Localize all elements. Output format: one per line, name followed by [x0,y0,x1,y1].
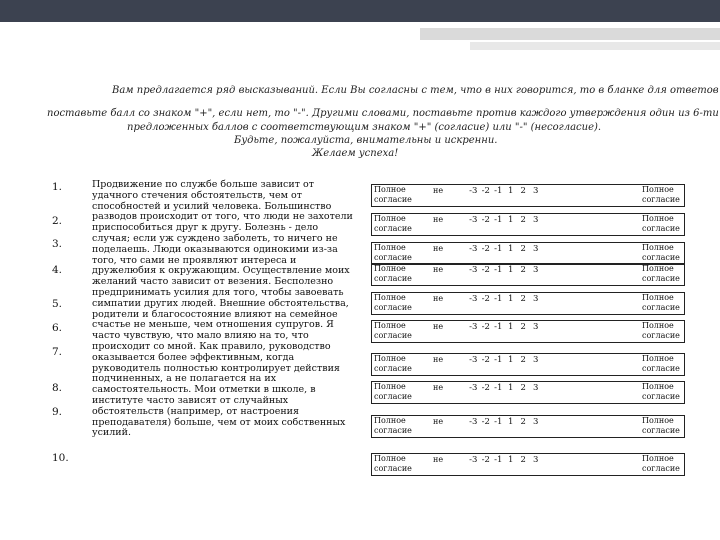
scale-values: -3 -2 -1 1 2 3 [469,455,539,465]
answer-scale-row[interactable] [371,320,683,342]
instructions-line-1: Вам предлагается ряд высказываний. Если Вы согласны с тем, что в них говорится, то в бланке для ответов [112,85,719,96]
answer-scale-row[interactable] [371,453,683,475]
item-number: 5. [52,298,63,310]
scale-right-label: Полное согласие [642,354,680,373]
answer-scale-row[interactable] [371,415,683,437]
scale-left-label: Полное согласие [374,293,412,312]
scale-right-label: Полное согласие [642,185,680,204]
scale-left-label: Полное согласие [374,416,412,435]
scale-ne: не [433,215,444,224]
scale-values: -3 -2 -1 1 2 3 [469,417,539,427]
instructions-line-4: Будьте, пожалуйста, внимательны и искренни. [234,135,498,146]
scale-ne: не [433,355,444,364]
scale-values: -3 -2 -1 1 2 3 [469,244,539,254]
answer-scale-row[interactable] [371,242,683,264]
item-number: 9. [52,406,63,418]
scale-left-label: Полное согласие [374,243,412,262]
top-decor-strip [420,28,720,40]
item-number: 4. [52,264,63,276]
answer-scale-row[interactable] [371,353,683,375]
scale-right-label: Полное согласие [642,416,680,435]
item-number: 2. [52,215,63,227]
scale-ne: не [433,294,444,303]
scale-left-label: Полное согласие [374,454,412,473]
instructions-line-2: поставьте балл со знаком "+", если нет, то "-". Другими словами, поставьте против каждого утверждения один из 6-ти [47,108,719,119]
answer-scale-row[interactable] [371,263,683,285]
scale-right-label: Полное согласие [642,264,680,283]
item-number: 1. [52,181,63,193]
item-number: 6. [52,322,63,334]
scale-values: -3 -2 -1 1 2 3 [469,294,539,304]
scale-left-label: Полное согласие [374,185,412,204]
item-number: 10. [52,452,69,464]
statements-text: Продвижение по службе больше зависит от удачного стечения обстоятельств, чем от способностей и усилий человека. Большинство разводов происходит от того, что люди не захотели приспособиться друг к другу. Болезнь - дело случая; если уж суждено заболеть, то ничего не поделаешь. Люди оказываются одинокими из-за того, что сами не проявляют интереса и дружелюбия к окружающим. Осуществление моих желаний часто зависит от везения. Бесполезно предпринимать усилия для того, чтобы завоевать симпатии других людей. Внешние обстоятельства, родители и благосостояние влияют на семейное счастье не меньше, чем отношения супругов. Я часто чувствую, что мало влияю на то, что происходит со мной. Как правило, руководство оказывается более эффективным, когда руководитель полностью контролирует действия подчиненных, а не полагается на их самостоятельность. Мои отметки в школе, в институте часто зависят от случайных обстоятельств (например, от настроения преподавателя) больше, чем от моих собственных усилий. [92,179,353,439]
item-number: 8. [52,382,63,394]
answer-scale-row[interactable] [371,213,683,235]
scale-ne: не [433,265,444,274]
item-number: 7. [52,346,63,358]
scale-ne: не [433,455,444,464]
scale-ne: не [433,244,444,253]
answer-scale-row[interactable] [371,381,683,403]
scale-right-label: Полное согласие [642,293,680,312]
scale-ne: не [433,322,444,331]
scale-values: -3 -2 -1 1 2 3 [469,355,539,365]
item-number: 3. [52,238,63,250]
scale-left-label: Полное согласие [374,382,412,401]
scale-left-label: Полное согласие [374,214,412,233]
scale-left-label: Полное согласие [374,264,412,283]
scale-right-label: Полное согласие [642,454,680,473]
scale-values: -3 -2 -1 1 2 3 [469,265,539,275]
scale-values: -3 -2 -1 1 2 3 [469,322,539,332]
scale-left-label: Полное согласие [374,321,412,340]
instructions-line-3: предложенных баллов с соответствующим знаком "+" (согласие) или "-" (несогласие). [127,122,602,133]
scale-right-label: Полное согласие [642,214,680,233]
scale-right-label: Полное согласие [642,243,680,262]
instructions-line-5: Желаем успеха! [312,148,399,159]
top-decor-strip-2 [470,42,720,50]
answer-scale-row[interactable] [371,184,683,206]
scale-ne: не [433,383,444,392]
scale-ne: не [433,186,444,195]
scale-values: -3 -2 -1 1 2 3 [469,186,539,196]
scale-left-label: Полное согласие [374,354,412,373]
scale-values: -3 -2 -1 1 2 3 [469,215,539,225]
scale-values: -3 -2 -1 1 2 3 [469,383,539,393]
answer-scale-row[interactable] [371,292,683,314]
top-bar [0,0,720,22]
scale-ne: не [433,417,444,426]
scale-right-label: Полное согласие [642,321,680,340]
scale-right-label: Полное согласие [642,382,680,401]
